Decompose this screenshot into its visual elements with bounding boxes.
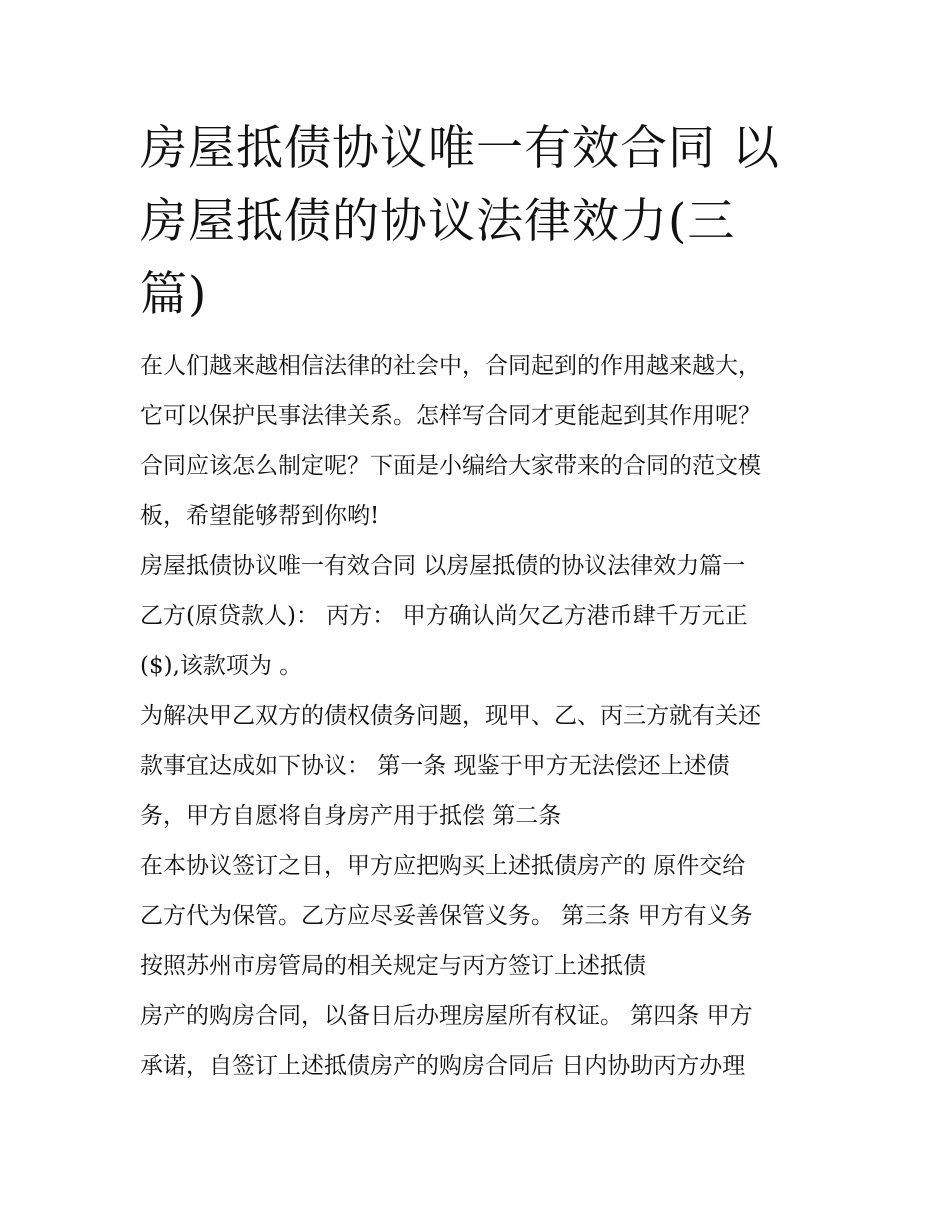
text-line: 它可以保护民事法律关系。怎样写合同才更能起到其作用呢？ (140, 403, 761, 429)
text-line: 按照苏州市房管局的相关规定与丙方签订上述抵债 (140, 953, 646, 979)
text-line: 务，甲方自愿将自身房产用于抵偿 第二条 (140, 803, 562, 829)
title-line: 篇) (140, 267, 208, 322)
text-line: 款事宜达成如下协议： 第一条 现鉴于甲方无法偿还上述债 (140, 753, 730, 779)
title-line: 房屋抵债协议唯一有效合同 以 (140, 121, 780, 176)
section-heading (140, 541, 820, 591)
text-line: 房产的购房合同，以备日后办理房屋所有权证。 第四条 甲方 (140, 1003, 753, 1029)
text-line: 在本协议签订之日，甲方应把购买上述抵债房产的 原件交给 (140, 853, 746, 879)
intro-paragraph (140, 341, 820, 541)
document-title (140, 112, 820, 331)
document-page (140, 112, 820, 1091)
text-line: ($),该款项为 。 (140, 653, 303, 679)
text-line: 在人们越来越相信法律的社会中，合同起到的作用越来越大， (140, 353, 761, 379)
agreement-paragraph (140, 691, 820, 841)
article-four-paragraph (140, 991, 820, 1091)
text-line: 为解决甲乙双方的债权债务问题，现甲、乙、丙三方就有关还 (140, 703, 761, 729)
text-line: 乙方(原贷款人)： 丙方： 甲方确认尚欠乙方港币肆千万元正 (140, 603, 748, 629)
title-line: 房屋抵债的协议法律效力(三 (140, 194, 736, 249)
text-line: 合同应该怎么制定呢？下面是小编给大家带来的合同的范文模 (140, 453, 761, 479)
text-line: 板，希望能够帮到你哟! (140, 503, 380, 529)
article-two-paragraph (140, 841, 820, 991)
text-line: 乙方代为保管。乙方应尽妥善保管义务。 第三条 甲方有义务 (140, 903, 753, 929)
parties-paragraph (140, 591, 820, 691)
text-line: 承诺，自签订上述抵债房产的购房合同后 日内协助丙方办理 (140, 1053, 746, 1079)
text-line: 房屋抵债协议唯一有效合同 以房屋抵债的协议法律效力篇一 (140, 553, 746, 579)
